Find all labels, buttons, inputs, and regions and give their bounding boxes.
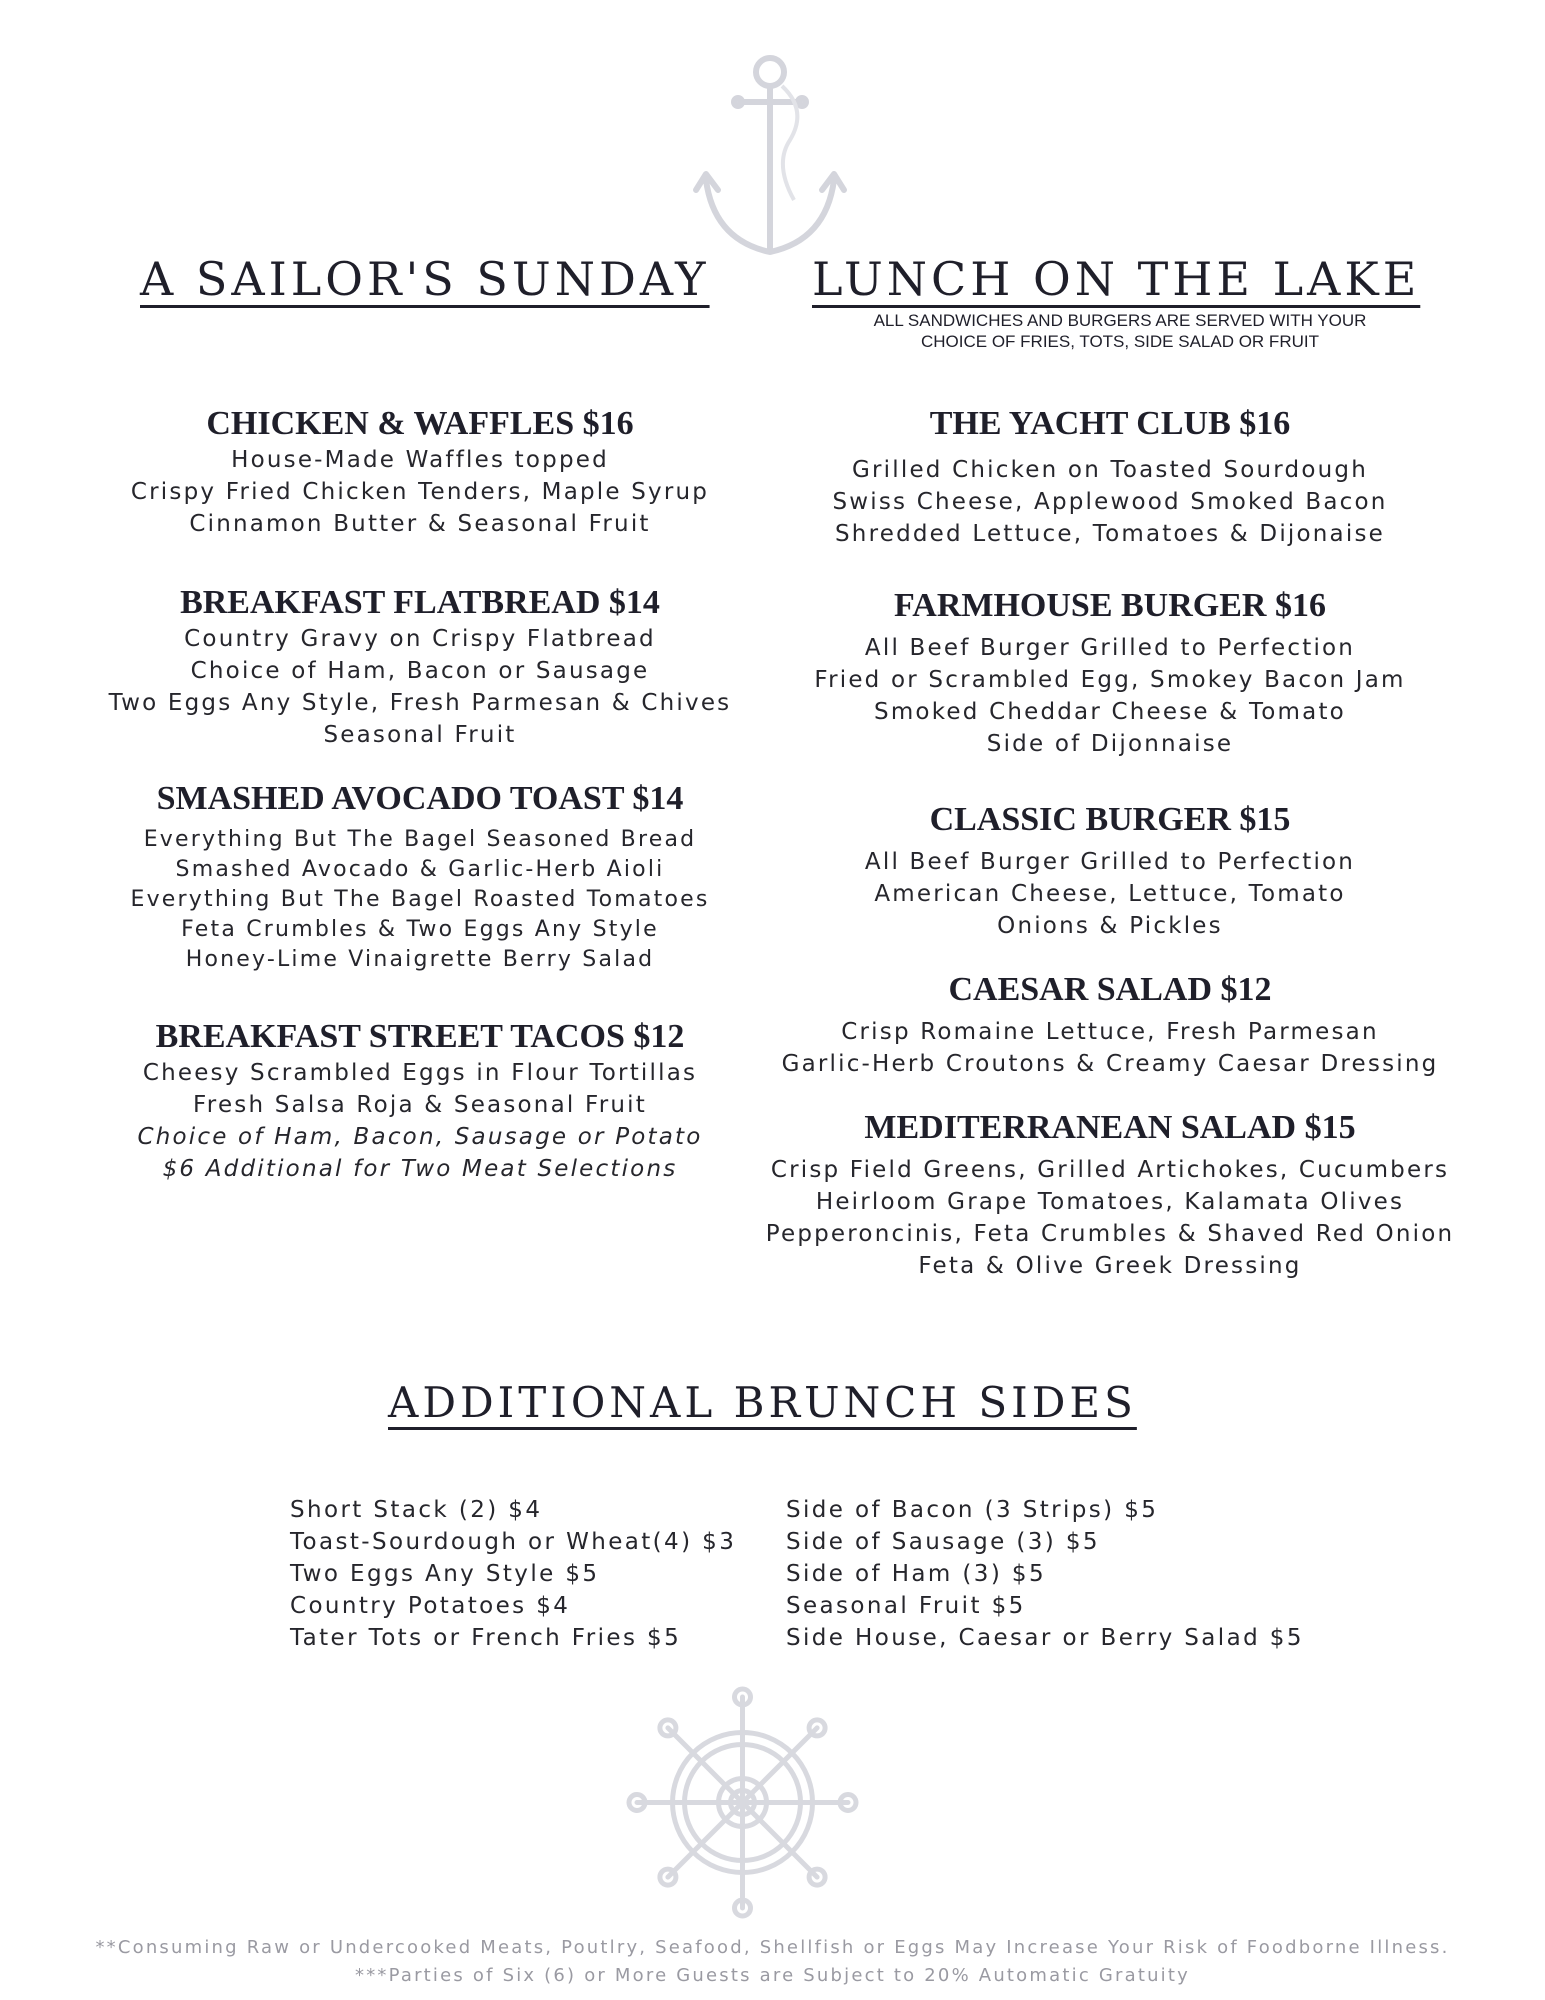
anchor-icon <box>690 50 850 265</box>
item-description: American Cheese, Lettuce, Tomato <box>874 881 1346 907</box>
item-description: Crisp Romaine Lettuce, Fresh Parmesan <box>841 1019 1379 1045</box>
side-item: Short Stack (2) $4 <box>290 1497 543 1523</box>
menu-item <box>100 779 740 975</box>
side-item: Side of Ham (3) $5 <box>786 1561 1046 1587</box>
gratuity-notice: ***Parties of Six (6) or More Guests are Subject to 20% Automatic Gratuity <box>355 1965 1190 1986</box>
item-description: Everything But The Bagel Roasted Tomatoes <box>130 887 710 912</box>
lunch-on-the-lake-title: LUNCH ON THE LAKE <box>812 252 1421 306</box>
sides-list-left <box>290 1494 736 1654</box>
item-description: Everything But The Bagel Seasoned Bread <box>143 827 697 852</box>
item-name: MEDITERRANEAN SALAD $15 <box>864 1109 1356 1146</box>
item-name: SMASHED AVOCADO TOAST $14 <box>156 780 684 817</box>
item-name: CHICKEN & WAFFLES $16 <box>206 405 634 442</box>
side-item: Country Potatoes $4 <box>290 1593 571 1619</box>
sandwich-note <box>820 310 1420 352</box>
item-description: Honey-Lime Vinaigrette Berry Salad <box>185 947 655 972</box>
side-item: Seasonal Fruit $5 <box>786 1593 1026 1619</box>
item-description: Two Eggs Any Style, Fresh Parmesan & Chives <box>108 690 732 716</box>
sailors-sunday-title: A SAILOR'S SUNDAY <box>140 252 710 306</box>
item-description: Feta & Olive Greek Dressing <box>918 1253 1302 1279</box>
item-description: All Beef Burger Grilled to Perfection <box>864 635 1356 661</box>
item-note: $6 Additional for Two Meat Selections <box>162 1156 678 1182</box>
side-item: Toast-Sourdough or Wheat(4) $3 <box>290 1529 737 1555</box>
item-description: Choice of Ham, Bacon or Sausage <box>190 658 650 684</box>
food-safety-notice: **Consuming Raw or Undercooked Meats, Poutlry, Seafood, Shellfish or Eggs May Increase Your Risk of Foodborne Illness. <box>95 1937 1450 1958</box>
item-description: Side of Dijonnaise <box>986 731 1234 757</box>
note-line: ALL SANDWICHES AND BURGERS ARE SERVED WITH YOUR <box>873 311 1367 330</box>
menu-item <box>755 1108 1465 1282</box>
ship-wheel-icon <box>625 1685 860 1920</box>
item-name: CLASSIC BURGER $15 <box>929 801 1291 838</box>
menu-item <box>100 1017 740 1185</box>
brunch-sides-title: ADDITIONAL BRUNCH SIDES <box>388 1378 1137 1427</box>
item-description: Heirloom Grape Tomatoes, Kalamata Olives <box>815 1189 1405 1215</box>
item-name: BREAKFAST FLATBREAD $14 <box>180 584 660 621</box>
item-description: Smashed Avocado & Garlic-Herb Aioli <box>175 857 665 882</box>
menu-item <box>755 970 1465 1080</box>
right-menu-column <box>755 404 1465 1282</box>
item-description: Shredded Lettuce, Tomatoes & Dijonaise <box>835 521 1385 547</box>
menu-item <box>755 404 1465 550</box>
footer-disclaimer <box>0 1934 1545 1990</box>
item-description: Pepperoncinis, Feta Crumbles & Shaved Red Onion <box>765 1221 1455 1247</box>
menu-item <box>755 800 1465 942</box>
item-description: Crispy Fried Chicken Tenders, Maple Syrup <box>130 479 710 505</box>
item-note: Choice of Ham, Bacon, Sausage or Potato <box>137 1124 703 1150</box>
menu-item <box>100 404 740 540</box>
menu-item <box>100 583 740 751</box>
item-description: Fresh Salsa Roja & Seasonal Fruit <box>193 1092 647 1118</box>
item-description: Smoked Cheddar Cheese & Tomato <box>874 699 1346 725</box>
item-name: THE YACHT CLUB $16 <box>929 405 1291 442</box>
item-name: BREAKFAST STREET TACOS $12 <box>155 1018 685 1055</box>
item-description: Fried or Scrambled Egg, Smokey Bacon Jam <box>814 667 1406 693</box>
item-description: Country Gravy on Crispy Flatbread <box>184 626 656 652</box>
side-item: Two Eggs Any Style $5 <box>290 1561 600 1587</box>
item-description: All Beef Burger Grilled to Perfection <box>864 849 1356 875</box>
side-item: Tater Tots or French Fries $5 <box>290 1625 682 1651</box>
menu-item <box>755 586 1465 760</box>
item-description: Onions & Pickles <box>997 913 1223 939</box>
item-description: Cheesy Scrambled Eggs in Flour Tortillas <box>142 1060 698 1086</box>
note-line: CHOICE OF FRIES, TOTS, SIDE SALAD OR FRUIT <box>921 332 1319 351</box>
item-name: CAESAR SALAD $12 <box>948 971 1272 1008</box>
item-description: Swiss Cheese, Applewood Smoked Bacon <box>832 489 1388 515</box>
item-description: Crisp Field Greens, Grilled Artichokes, Cucumbers <box>770 1157 1450 1183</box>
side-item: Side House, Caesar or Berry Salad $5 <box>786 1625 1304 1651</box>
item-description: Grilled Chicken on Toasted Sourdough <box>852 457 1368 483</box>
item-description: House-Made Waffles topped <box>231 447 609 473</box>
item-description: Garlic-Herb Croutons & Creamy Caesar Dressing <box>781 1051 1439 1077</box>
item-name: FARMHOUSE BURGER $16 <box>894 587 1326 624</box>
side-item: Side of Bacon (3 Strips) $5 <box>786 1497 1159 1523</box>
side-item: Side of Sausage (3) $5 <box>786 1529 1100 1555</box>
item-description: Seasonal Fruit <box>323 722 517 748</box>
sides-list-right <box>786 1494 1304 1654</box>
item-description: Cinnamon Butter & Seasonal Fruit <box>189 511 651 537</box>
item-description: Feta Crumbles & Two Eggs Any Style <box>181 917 659 942</box>
left-menu-column <box>100 404 740 1185</box>
